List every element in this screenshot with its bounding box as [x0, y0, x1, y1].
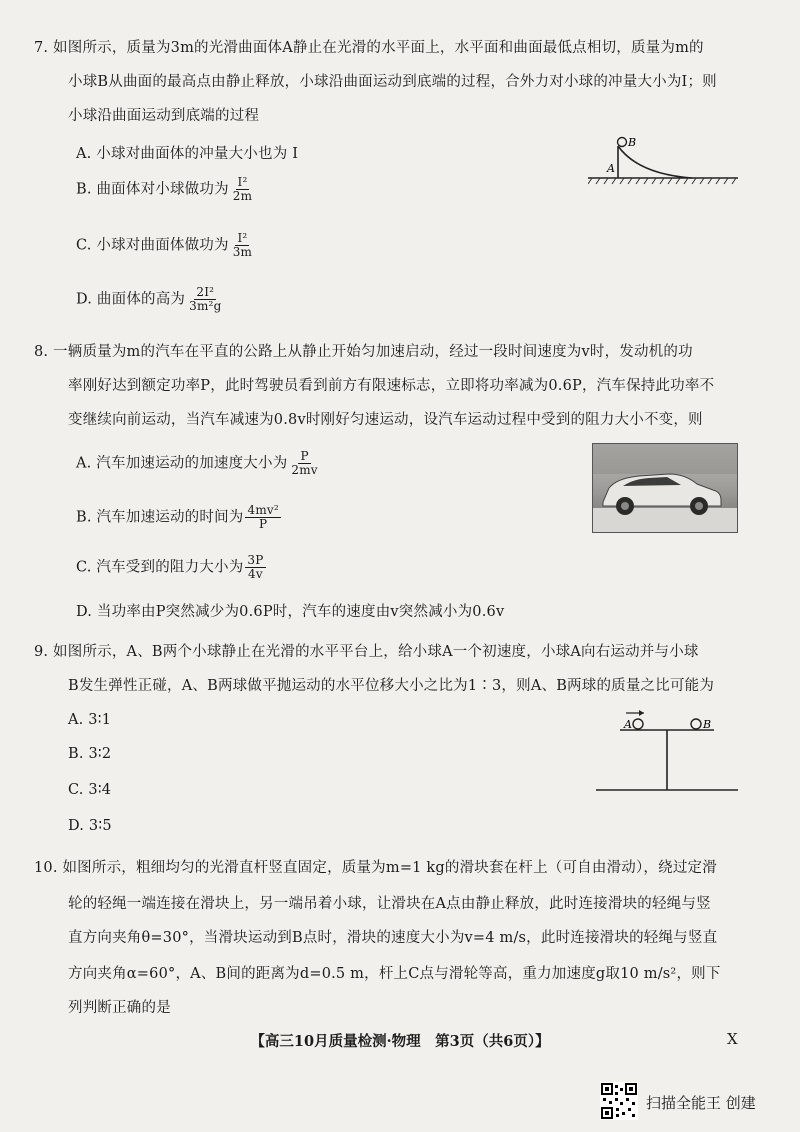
q7-option-b-num: I²: [237, 175, 248, 189]
q9-ball-a: [633, 719, 643, 729]
q9-option-b: B. 3∶2: [68, 746, 112, 762]
q10-line1: 10. 如图所示，粗细均匀的光滑直杆竖直固定，质量为m=1 kg的滑块套在杆上（可自由滑动），绕过定滑: [34, 860, 717, 876]
q8-option-a: [76, 450, 320, 477]
q8-option-c-num: 3P: [247, 553, 264, 567]
q7-line1: 7. 如图所示，质量为3m的光滑曲面体A静止在光滑的水平面上，水平面和曲面最低点相切，质量为m的: [34, 40, 704, 56]
q7-option-d-fraction: [187, 286, 223, 313]
q8-option-d: D. 当功率由P突然减少为0.6P时，汽车的速度由v突然减小为0.6v: [76, 604, 505, 620]
q9-option-d: D. 3∶5: [68, 818, 112, 834]
q8-line1: 8. 一辆质量为m的汽车在平直的公路上从静止开始匀加速启动，经过一段时间速度为v时，发动机的功: [34, 344, 693, 360]
q9-ball-b: [691, 719, 701, 729]
q7-option-d-den: 3m²g: [189, 299, 222, 313]
q7-option-b-den: 2m: [232, 189, 253, 203]
q9-velocity-arrowhead: [639, 710, 644, 716]
q9-label-a: A: [624, 718, 632, 731]
q7-curved-surface-figure: [588, 132, 738, 188]
q7-ground-hatch: [588, 178, 736, 184]
q8-car-illustration: [593, 444, 737, 532]
q7-curved-surface: [618, 146, 692, 178]
q8-car-hub-rear: [621, 502, 629, 510]
q9-label-b: B: [703, 718, 712, 731]
page-footer: 【高三10月质量检测·物理 第3页（共6页）】: [250, 1033, 550, 1050]
q8-option-c-text: C. 汽车受到的阻力大小为: [76, 559, 244, 576]
q8-car-hub-front: [695, 502, 703, 510]
footer-mark: X: [727, 1030, 738, 1048]
q8-option-c-fraction: [245, 554, 265, 581]
q7-option-c-num: I²: [237, 231, 248, 245]
q8-option-c: [76, 554, 266, 581]
q10-line4: 方向夹角α=60°，A、B间的距离为d=0.5 m，杆上C点与滑轮等高，重力加速度g取10 m/s²，则下: [68, 966, 721, 982]
q10-line2: 轮的轻绳一端连接在滑块上，另一端吊着小球，让滑块在A点由静止释放，此时连接滑块的轻绳与竖: [68, 896, 711, 912]
q7-option-a: A. 小球对曲面体的冲量大小也为 I: [76, 146, 299, 162]
q7-line3: 小球沿曲面运动到底端的过程: [68, 108, 260, 124]
q9-line1: 9. 如图所示，A、B两个小球静止在光滑的水平平台上，给小球A一个初速度，小球A向右运动并与小球: [34, 644, 699, 660]
q7-option-d-num: 2I²: [196, 285, 215, 299]
q7-option-c-fraction: [231, 232, 254, 259]
q8-photo-background: [593, 444, 737, 474]
q8-line3: 变继续向前运动，当汽车减速为0.8v时刚好匀速运动，设汽车运动过程中受到的阻力大小不变，则: [68, 412, 703, 428]
scanner-label: 扫描全能王 创建: [646, 1094, 756, 1112]
q10-line3: 直方向夹角θ=30°，当滑块运动到B点时，滑块的速度大小为v=4 m/s，此时连接滑块的轻绳与竖直: [68, 930, 718, 946]
q8-option-a-den: 2mv: [291, 463, 318, 477]
q8-option-a-num: P: [300, 449, 309, 463]
q7-option-d-text: D. 曲面体的高为: [76, 291, 186, 308]
q7-option-b: [76, 176, 254, 203]
q8-option-b-text: B. 汽车加速运动的时间为: [76, 509, 244, 526]
qr-code-icon: [600, 1082, 638, 1120]
q8-option-b-fraction: [245, 504, 280, 531]
q8-line2: 率刚好达到额定功率P，此时驾驶员看到前方有限速标志，立即将功率减为0.6P，汽车保持此功率不: [68, 378, 715, 394]
q7-option-c-den: 3m: [232, 245, 253, 259]
q9-platform-figure: [592, 708, 742, 796]
q8-car-photo: [592, 443, 738, 533]
q7-option-b-fraction: [231, 176, 254, 203]
q8-option-a-fraction: [289, 450, 319, 477]
q7-option-b-text: B. 曲面体对小球做功为: [76, 181, 229, 198]
q10-line5: 列判断正确的是: [68, 1000, 171, 1016]
q8-option-b-num: 4mv²: [247, 503, 279, 517]
q7-option-d: [76, 286, 223, 313]
q9-option-a: A. 3∶1: [68, 712, 112, 728]
q7-option-c: [76, 232, 254, 259]
q8-option-b-den: P: [259, 517, 268, 531]
q8-photo-road: [593, 508, 737, 532]
q9-option-c: C. 3∶4: [68, 782, 112, 798]
q8-option-a-text: A. 汽车加速运动的加速度大小为: [76, 455, 288, 472]
q7-option-c-text: C. 小球对曲面体做功为: [76, 237, 229, 254]
q8-option-b: [76, 504, 281, 531]
q8-option-c-den: 4v: [248, 567, 263, 581]
q7-label-a: A: [607, 162, 615, 175]
q7-line2: 小球B从曲面的最高点由静止释放，小球沿曲面运动到底端的过程，合外力对小球的冲量大小为I；则: [68, 74, 717, 90]
q7-label-b: B: [628, 136, 637, 149]
q7-ball-b: [618, 138, 627, 147]
q9-line2: B发生弹性正碰，A、B两球做平抛运动的水平位移大小之比为1∶3，则A、B两球的质量之比可能为: [68, 678, 715, 694]
